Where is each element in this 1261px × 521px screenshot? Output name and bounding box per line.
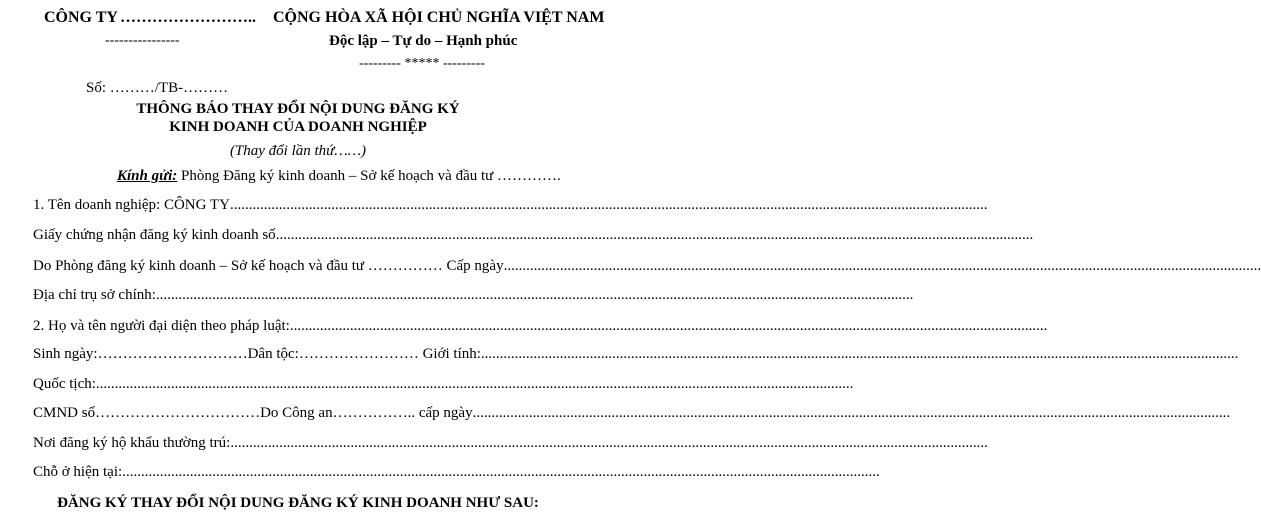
company-name-blank: …………………….. bbox=[120, 9, 256, 26]
addressee-text: Phòng Đăng ký kinh doanh – Sở kế hoạch và đầu tư …………. bbox=[177, 168, 561, 184]
field-issued-by bbox=[33, 258, 1261, 278]
field-label: Giấy chứng nhận đăng ký kinh doanh số bbox=[33, 227, 276, 243]
dotted-blank: .......................................................................................................................................................................................................... bbox=[275, 227, 1034, 243]
field-label: Địa chỉ trụ sở chính: bbox=[33, 287, 156, 303]
dotted-blank: .......................................................................................................................................................................................................... bbox=[122, 464, 880, 480]
field-permanent-residence bbox=[33, 435, 988, 455]
field-id-card bbox=[33, 405, 1231, 425]
field-legal-representative bbox=[33, 318, 1048, 338]
document-subtitle: (Thay đổi lần thứ……) bbox=[229, 143, 367, 159]
company-divider: ---------------- bbox=[105, 33, 180, 48]
dotted-blank: .......................................................................................................................................................................................................... bbox=[472, 405, 1231, 421]
national-motto: Độc lập – Tự do – Hạnh phúc bbox=[329, 33, 518, 49]
document-title-line-2: KINH DOANH CỦA DOANH NGHIỆP bbox=[169, 119, 427, 135]
field-label: Chỗ ở hiện tại: bbox=[33, 464, 123, 480]
field-label: Do Phòng đăng ký kinh doanh – Sở kế hoạch và đầu tư …………… Cấp ngày bbox=[33, 258, 504, 274]
field-label: 2. Họ và tên người đại diện theo pháp luật: bbox=[33, 318, 290, 334]
dotted-blank: .......................................................................................................................................................................................................... bbox=[480, 346, 1239, 362]
addressee bbox=[117, 168, 561, 185]
section-heading: ĐĂNG KÝ THAY ĐỔI NỘI DUNG ĐĂNG KÝ KINH DOANH NHƯ SAU: bbox=[57, 495, 539, 511]
document-number: Số: ………/TB-……… bbox=[86, 80, 229, 96]
addressee-label: Kính gửi: bbox=[117, 168, 178, 184]
dotted-blank: .......................................................................................................................................................................................................... bbox=[230, 435, 988, 451]
field-current-residence bbox=[33, 464, 880, 484]
field-label: Nơi đăng ký hộ khẩu thường trú: bbox=[33, 435, 231, 451]
field-head-office-address bbox=[33, 287, 914, 307]
motto-divider: --------- ***** --------- bbox=[359, 56, 485, 71]
document-title-line-1: THÔNG BÁO THAY ĐỔI NỘI DUNG ĐĂNG KÝ bbox=[136, 101, 460, 117]
field-business-certificate bbox=[33, 227, 1034, 247]
company-label: CÔNG TY bbox=[44, 9, 118, 26]
dotted-blank: .......................................................................................................................................................................................................... bbox=[155, 287, 914, 303]
field-label: Quốc tịch: bbox=[33, 376, 96, 392]
field-birth-ethnicity-gender bbox=[33, 346, 1239, 366]
field-label: 1. Tên doanh nghiệp: CÔNG TY bbox=[33, 197, 230, 213]
field-label: CMND số……………………………Do Công an…………….. cấp ngày bbox=[33, 405, 473, 421]
nation-title: CỘNG HÒA XÃ HỘI CHỦ NGHĨA VIỆT NAM bbox=[273, 9, 605, 26]
dotted-blank: .......................................................................................................................................................................................................... bbox=[503, 258, 1261, 274]
dotted-blank: .......................................................................................................................................................................................................... bbox=[289, 318, 1048, 334]
dotted-blank: .......................................................................................................................................................................................................... bbox=[95, 376, 854, 392]
field-company-name bbox=[33, 197, 988, 217]
field-label: Sinh ngày:…………………………Dân tộc:…………………… Giới tính: bbox=[33, 346, 481, 362]
field-nationality bbox=[33, 376, 854, 396]
dotted-blank: .......................................................................................................................................................................................................... bbox=[229, 197, 988, 213]
